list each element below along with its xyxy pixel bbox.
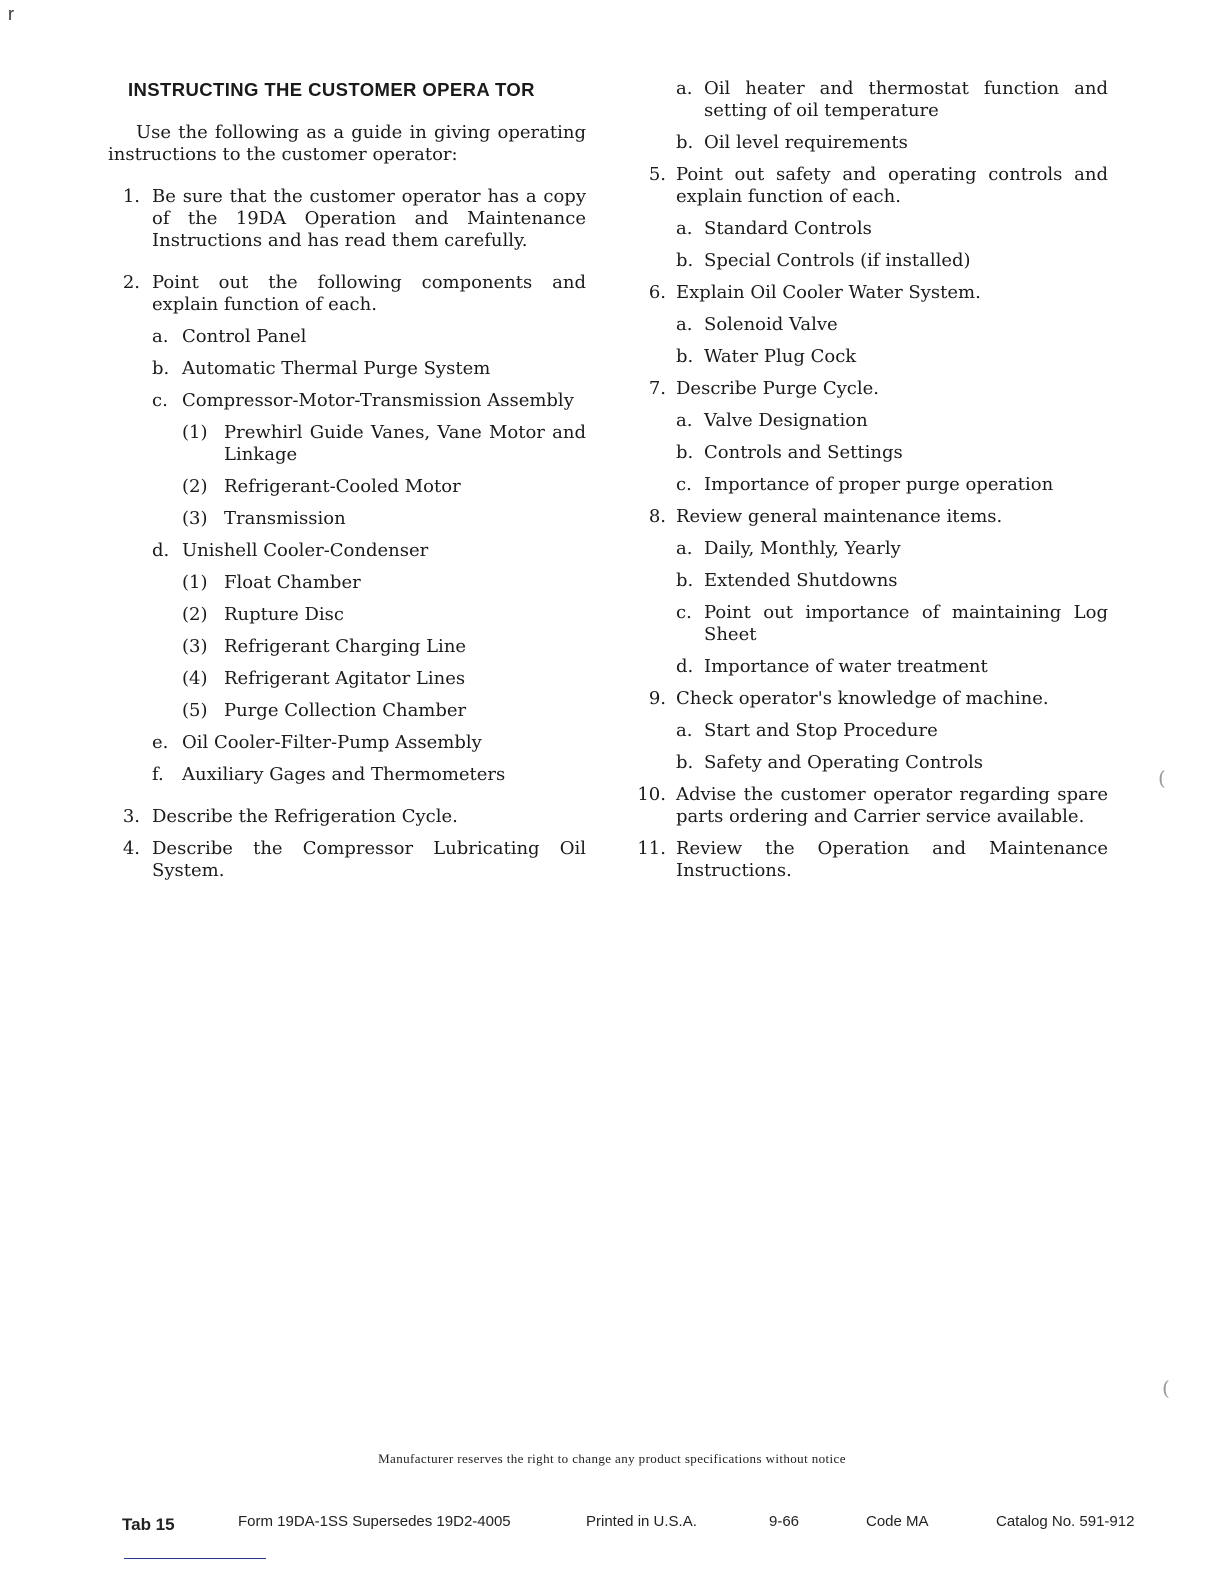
sub-list-item: b. Special Controls (if installed) [676, 250, 971, 271]
section-heading: INSTRUCTING THE CUSTOMER OPERA TOR [128, 79, 535, 100]
sub-list-item: b. Extended Shutdowns [676, 570, 898, 591]
footer-date: 9-66 [769, 1513, 800, 1530]
sub-sub-list-item: (3) Refrigerant Charging Line [182, 636, 467, 657]
sub-sub-list-item: (4) Refrigerant Agitator Lines [182, 668, 466, 689]
list-item: 1. Be sure that the customer operator has a copy of the 19DA Operation and Maintenance Instructions and has read them carefully. [122, 186, 586, 251]
footer-catalog: Catalog No. 591-912 [996, 1513, 1135, 1530]
sub-list-item: a. Start and Stop Procedure [676, 720, 938, 741]
sub-list-item: a. Valve Designation [676, 410, 868, 431]
footer-form: Form 19DA-1SS Supersedes 19D2-4005 [238, 1513, 511, 1530]
sub-list-item: f. Auxiliary Gages and Thermometers [152, 764, 506, 785]
list-item: 3. Describe the Refrigeration Cycle. [122, 806, 458, 827]
sub-sub-list-item: (2) Refrigerant-Cooled Motor [182, 476, 461, 497]
sub-list-item: d. Importance of water treatment [676, 656, 988, 677]
footer-printed: Printed in U.S.A. [586, 1513, 697, 1530]
sub-list-item: c. Point out importance of maintaining Log Sheet [676, 602, 1108, 645]
sub-list-item: d. Unishell Cooler-Condenser [152, 540, 429, 561]
margin-mark: ( [1158, 766, 1166, 790]
margin-mark: ( [1162, 1376, 1170, 1400]
footer-tab: Tab 15 [122, 1515, 175, 1534]
list-item: 5. Point out safety and operating controls and explain function of each. [648, 164, 1108, 207]
footer-rule [124, 1558, 266, 1559]
footer-code: Code MA [866, 1513, 929, 1530]
sub-list-item: b. Water Plug Cock [676, 346, 857, 367]
list-item: 11. Review the Operation and Maintenance Instructions. [637, 838, 1108, 881]
sub-list-item: a. Standard Controls [676, 218, 872, 239]
right-column [630, 78, 1108, 882]
sub-list-item: b. Controls and Settings [676, 442, 903, 463]
left-column [108, 78, 586, 882]
sub-list-item: e. Oil Cooler-Filter-Pump Assembly [152, 732, 482, 753]
sub-list-item: c. Compressor-Motor-Transmission Assembly [152, 390, 574, 411]
sub-sub-list-item: (2) Rupture Disc [182, 604, 344, 625]
list-item: 7. Describe Purge Cycle. [648, 378, 880, 399]
list-item: 2. Point out the following components and explain function of each. [122, 272, 586, 315]
list-item: 6. Explain Oil Cooler Water System. [648, 282, 981, 303]
sub-sub-list-item: (1) Prewhirl Guide Vanes, Vane Motor and Linkage [182, 422, 586, 465]
sub-list-item: b. Automatic Thermal Purge System [152, 358, 491, 379]
list-item: 4. Describe the Compressor Lubricating Oil System. [122, 838, 586, 881]
sub-list-item: b. Oil level requirements [676, 132, 908, 153]
sub-sub-list-item: (3) Transmission [182, 508, 346, 529]
sub-list-item: c. Importance of proper purge operation [676, 474, 1054, 495]
corner-mark: r [8, 4, 14, 24]
sub-list-item: b. Safety and Operating Controls [676, 752, 984, 773]
list-item: 8. Review general maintenance items. [648, 506, 1003, 527]
intro-paragraph: Use the following as a guide in giving operating instructions to the customer operator: [108, 122, 586, 165]
sub-sub-list-item: (5) Purge Collection Chamber [182, 700, 467, 721]
sub-list-item: a. Oil heater and thermostat function and setting of oil temperature [676, 78, 1108, 121]
sub-list-item: a. Daily, Monthly, Yearly [676, 538, 901, 559]
list-item: 10. Advise the customer operator regarding spare parts ordering and Carrier service available. [637, 784, 1108, 827]
sub-sub-list-item: (1) Float Chamber [182, 572, 361, 593]
sub-list-item: a. Solenoid Valve [676, 314, 838, 335]
sub-list-item: a. Control Panel [152, 326, 307, 347]
footer-disclaimer: Manufacturer reserves the right to change any product specifications without notice [378, 1451, 846, 1466]
list-item: 9. Check operator's knowledge of machine. [648, 688, 1049, 709]
